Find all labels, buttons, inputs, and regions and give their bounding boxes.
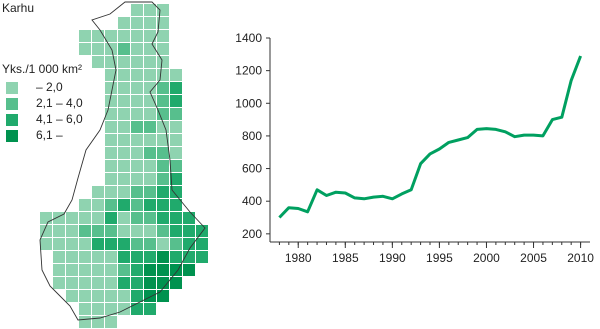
legend-label-4: 6,1 – xyxy=(36,128,63,142)
x-tick-label: 1980 xyxy=(284,251,312,265)
x-tick-label: 2005 xyxy=(520,251,547,265)
y-tick-label: 1000 xyxy=(235,96,262,111)
legend-label-2: 2,1 – 4,0 xyxy=(36,96,83,110)
legend-unit: Yks./1 000 km² xyxy=(2,62,83,76)
x-tick-label: 2010 xyxy=(567,251,594,265)
x-tick-label: 1985 xyxy=(331,251,359,265)
x-tick-label: 1990 xyxy=(379,251,406,265)
map-title: Karhu xyxy=(2,1,35,15)
legend-label-3: 4,1 – 6,0 xyxy=(36,112,83,126)
y-tick-label: 1400 xyxy=(235,31,262,45)
y-tick-label: 400 xyxy=(241,194,262,209)
x-tick-label: 2000 xyxy=(473,251,500,265)
y-tick-label: 200 xyxy=(241,226,262,241)
legend-label-1: – 2,0 xyxy=(36,80,63,94)
x-tick-label: 1995 xyxy=(426,251,453,265)
y-tick-label: 600 xyxy=(241,161,262,176)
series-line xyxy=(279,56,580,218)
y-tick-label: 1200 xyxy=(235,63,262,78)
y-tick-label: 800 xyxy=(241,128,262,143)
